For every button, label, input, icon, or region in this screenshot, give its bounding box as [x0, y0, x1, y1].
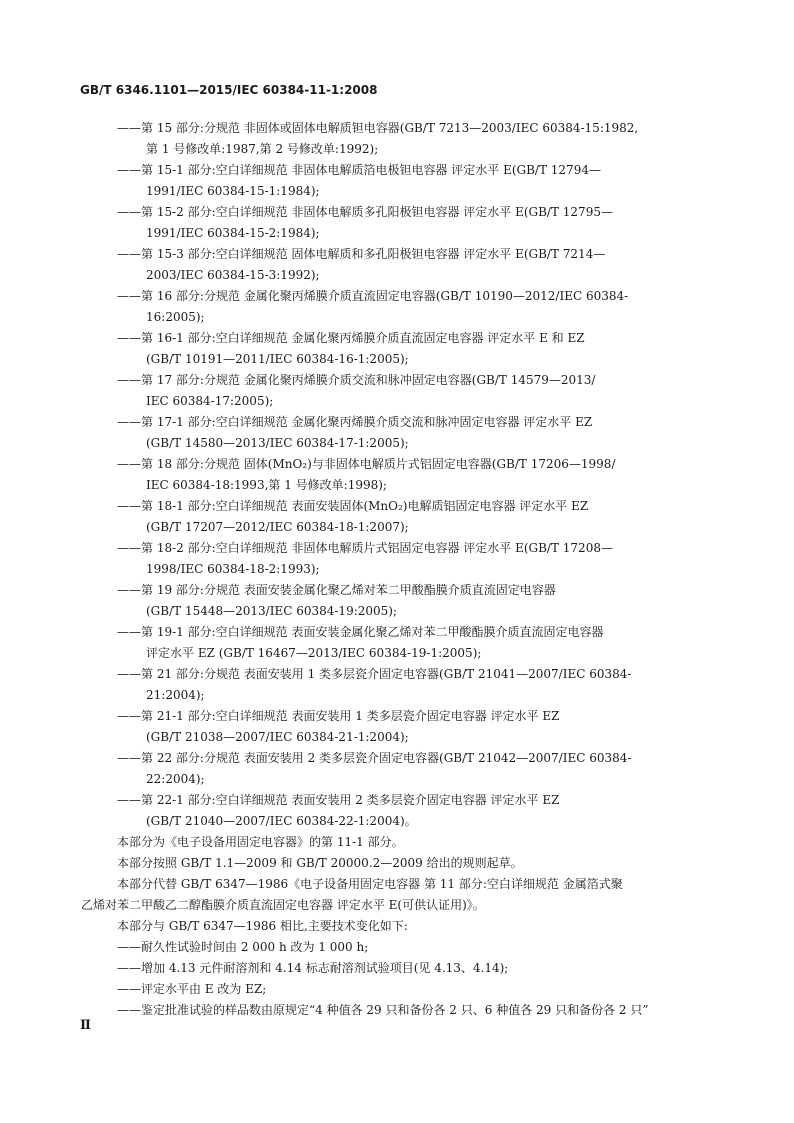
list-item: ——第 19 部分:分规范 表面安装金属化聚乙烯对苯二甲酸酯膜介质直流固定电容器 [117, 583, 556, 597]
page-number: Ⅱ [80, 1018, 91, 1033]
list-item: ——第 22 部分:分规范 表面安装用 2 类多层瓷介固定电容器(GB/T 21042—2007/IEC 60384- [117, 751, 632, 765]
list-item-continuation: 第 1 号修改单:1987,第 2 号修改单:1992); [146, 142, 379, 156]
list-item: ——第 18 部分:分规范 固体(MnO₂)与非固体电解质片式铝固定电容器(GB/T 17206—1998/ [117, 457, 616, 471]
list-item: ——第 18-2 部分:空白详细规范 非固体电解质片式铝固定电容器 评定水平 E(GB/T 17208— [117, 541, 613, 555]
list-item: ——第 16 部分:分规范 金属化聚丙烯膜介质直流固定电容器(GB/T 10190—2012/IEC 60384- [117, 289, 629, 303]
paragraph-line: 本部分按照 GB/T 1.1—2009 和 GB/T 20000.2—2009 给出的规则起草。 [117, 856, 523, 870]
list-item: ——第 18-1 部分:空白详细规范 表面安装固体(MnO₂)电解质铝固定电容器 评定水平 EZ [117, 499, 589, 513]
list-item-continuation: (GB/T 14580—2013/IEC 60384-17-1:2005); [146, 436, 409, 450]
list-item-continuation: 1998/IEC 60384-18-2:1993); [146, 562, 320, 576]
list-item-continuation: 1991/IEC 60384-15-1:1984); [146, 184, 320, 198]
list-item-continuation: 1991/IEC 60384-15-2:1984); [146, 226, 320, 240]
list-item: ——第 15-3 部分:空白详细规范 固体电解质和多孔阳极钽电容器 评定水平 E(GB/T 7214— [117, 247, 606, 261]
paragraph-line: 本部分为《电子设备用固定电容器》的第 11-1 部分。 [117, 835, 404, 849]
document-body [81, 118, 707, 1021]
list-item: ——第 15-2 部分:空白详细规范 非固体电解质多孔阳极钽电容器 评定水平 E(GB/T 12795— [117, 205, 613, 219]
list-item: ——第 17 部分:分规范 金属化聚丙烯膜介质交流和脉冲固定电容器(GB/T 14579—2013/ [117, 373, 596, 387]
list-item-continuation: IEC 60384-18:1993,第 1 号修改单:1998); [146, 478, 387, 492]
list-item-continuation: IEC 60384-17:2005); [146, 394, 274, 408]
list-item-continuation: (GB/T 10191—2011/IEC 60384-16-1:2005); [146, 352, 409, 366]
list-item: ——评定水平由 E 改为 EZ; [117, 982, 267, 996]
list-item: ——第 21-1 部分:空白详细规范 表面安装用 1 类多层瓷介固定电容器 评定水平 EZ [117, 709, 560, 723]
list-item-continuation: 22:2004); [146, 772, 205, 786]
list-item-continuation: 2003/IEC 60384-15-3:1992); [146, 268, 320, 282]
list-item-continuation: 16:2005); [146, 310, 205, 324]
list-item-continuation: (GB/T 15448—2013/IEC 60384-19:2005); [146, 604, 398, 618]
list-item: ——第 16-1 部分:空白详细规范 金属化聚丙烯膜介质直流固定电容器 评定水平 E 和 EZ [117, 331, 585, 345]
list-item: ——增加 4.13 元件耐溶剂和 4.14 标志耐溶剂试验项目(见 4.13、4.14); [117, 961, 509, 975]
paragraph-line: 乙烯对苯二甲酸乙二醇酯膜介质直流固定电容器 评定水平 E(可供认证用)》。 [81, 898, 485, 912]
list-item: ——鉴定批准试验的样品数由原规定“4 种值各 29 只和备份各 2 只、6 种值各 29 只和备份各 2 只” [117, 1003, 649, 1017]
list-item-continuation: 21:2004); [146, 688, 205, 702]
paragraph-line: 本部分代替 GB/T 6347—1986《电子设备用固定电容器 第 11 部分:空白详细规范 金属箔式聚 [117, 877, 623, 891]
list-item: ——第 17-1 部分:空白详细规范 金属化聚丙烯膜介质交流和脉冲固定电容器 评定水平 EZ [117, 415, 593, 429]
list-item: ——耐久性试验时间由 2 000 h 改为 1 000 h; [117, 940, 369, 954]
list-item: ——第 15-1 部分:空白详细规范 非固体电解质箔电极钽电容器 评定水平 E(GB/T 12794— [117, 163, 601, 177]
list-item-continuation: (GB/T 17207—2012/IEC 60384-18-1:2007); [146, 520, 409, 534]
list-item: ——第 19-1 部分:空白详细规范 表面安装金属化聚乙烯对苯二甲酸酯膜介质直流固定电容器 [117, 625, 604, 639]
list-item-continuation: (GB/T 21040—2007/IEC 60384-22-1:2004)。 [146, 814, 417, 828]
list-item-continuation: (GB/T 21038—2007/IEC 60384-21-1:2004); [146, 730, 409, 744]
paragraph-line: 本部分与 GB/T 6347—1986 相比,主要技术变化如下: [117, 919, 408, 933]
list-item: ——第 21 部分:分规范 表面安装用 1 类多层瓷介固定电容器(GB/T 21041—2007/IEC 60384- [117, 667, 632, 681]
list-item: ——第 15 部分:分规范 非固体或固体电解质钽电容器(GB/T 7213—2003/IEC 60384-15:1982, [117, 121, 639, 135]
list-item: ——第 22-1 部分:空白详细规范 表面安装用 2 类多层瓷介固定电容器 评定水平 EZ [117, 793, 560, 807]
list-item-continuation: 评定水平 EZ (GB/T 16467—2013/IEC 60384-19-1:2005); [146, 646, 482, 660]
document-header: GB/T 6346.1101—2015/IEC 60384-11-1:2008 [80, 83, 378, 97]
